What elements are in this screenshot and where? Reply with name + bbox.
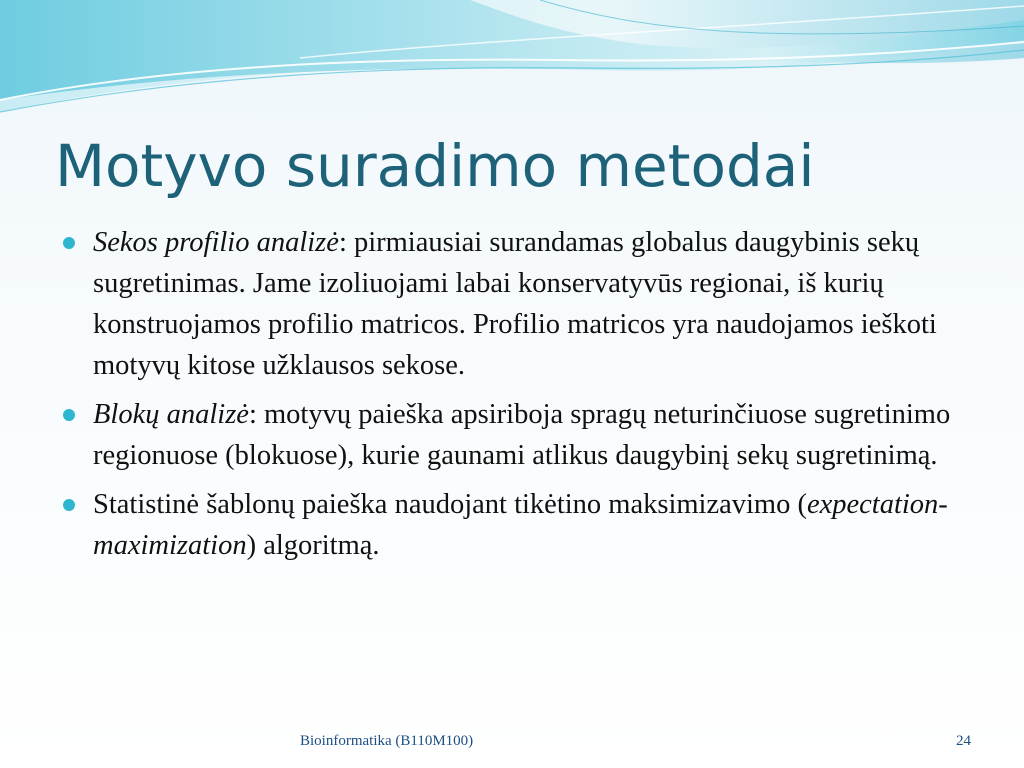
- bullet-term: Blokų analizė: [93, 399, 249, 430]
- bullet-suffix: ) algoritmą.: [246, 530, 380, 561]
- footer-course-name: Bioinformatika (B110M100): [300, 733, 474, 749]
- bullet-item-block-analysis: [62, 394, 962, 476]
- bullet-text: : pirmiausiai surandamas globalus daugybinis sekų sugretinimas. Jame izoliuojami labai konservatyvūs regionai, iš kurių konstruojamos profilio matricos. Profilio matricos yra naudojamos ieškoti motyvų kitose užklausos sekose.: [93, 227, 937, 381]
- bullet-text: : motyvų paieška apsiriboja spragų neturinčiuose sugretinimo regionuose (blokuose), kurie gaunami atlikus daugybinį sekų sugretinimą.: [93, 399, 951, 471]
- bullet-item-statistical-search: [62, 484, 962, 566]
- page-number: 24: [956, 733, 971, 749]
- bullet-icon: [63, 237, 75, 249]
- bullet-item-sequence-profile: [62, 222, 962, 386]
- bullet-icon: [63, 409, 75, 421]
- bullet-term: expectation-maximization: [93, 489, 948, 561]
- bullet-prefix: Statistinė šablonų paieška naudojant tikėtino maksimizavimo (: [93, 489, 807, 520]
- header-wave-decoration: [0, 0, 1024, 130]
- slide-title: Motyvo suradimo metodai: [55, 132, 815, 200]
- bullet-icon: [63, 499, 75, 511]
- bullet-term: Sekos profilio analizė: [93, 227, 339, 258]
- bullet-list: [62, 222, 962, 574]
